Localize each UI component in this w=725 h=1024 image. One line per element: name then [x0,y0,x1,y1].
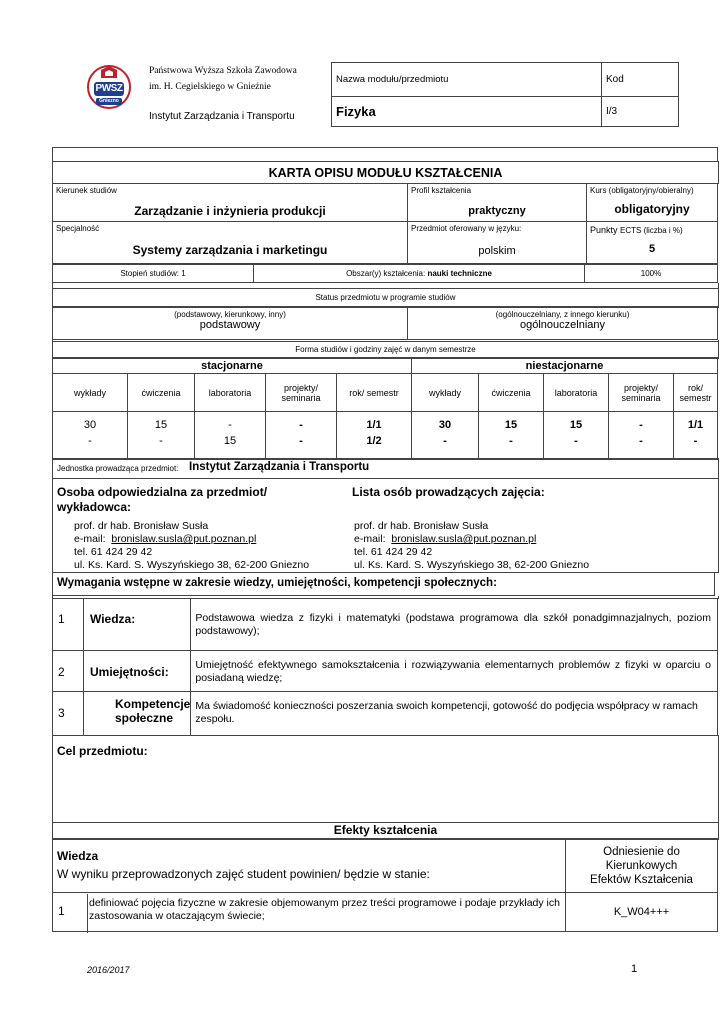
forms-title: Forma studiów i godziny zajęć w danym semestrze [52,341,719,359]
hours-header: laboratoria [195,374,266,412]
school-logo [86,64,132,110]
hours-cell: 15 [504,419,518,431]
requirement-row [53,692,718,736]
code-value: I/3 [602,97,679,127]
hours-cell: - [299,435,303,447]
knowledge-intro: W wyniku przeprowadzonych zajęć student powinien/ będzie w stanie: [57,867,430,881]
reference-header: Odniesienie do Kierunkowych Efektów Kształcenia [566,839,718,893]
responsible-email-link[interactable]: bronislaw.susla@put.poznan.pl [111,533,257,545]
hours-cell: - [639,419,643,431]
lecturer-tel: tel. 61 424 29 42 [354,546,433,558]
hours-header: rok/ semestr [674,374,718,412]
unit-value: Instytut Zarządzania i Transportu [189,461,370,473]
hours-header: projekty/ seminaria [266,374,337,412]
hours-cell: - [159,435,163,447]
language-label: Przedmiot oferowany w języku: [411,224,522,233]
unit-label: Jednostka prowadząca przedmiot: [57,464,179,473]
email-label: e-mail: [74,533,106,545]
hours-header: rok/ semestr [337,374,412,412]
code-label: Kod [602,63,679,97]
profile-label: Profil kształcenia [411,186,472,195]
hours-cell: 30 [438,419,452,431]
hours-cell: - [443,435,447,447]
responsible-address: ul. Ks. Kard. S. Wyszyńskiego 38, 62-200 Gniezno [74,559,310,571]
requirement-name: Umiejętności: [84,651,191,692]
lecturers-title: Lista osób prowadzących zajęcia: [352,485,545,499]
responsible-name: prof. dr hab. Bronisław Susła [74,520,209,532]
requirements-title: Wymagania wstępne w zakresie wiedzy, umiejętności, kompetencji społecznych: [52,572,715,596]
requirement-name: Kompetencje społeczne [84,692,191,736]
footer-year: 2016/2017 [87,965,130,975]
course-label: Kurs (obligatoryjny/obieralny) [590,186,694,195]
degree-row [52,264,718,283]
field-label: Kierunek studiów [56,186,117,195]
requirements-table [52,598,718,736]
status-title: Status przedmiotu w programie studiów [52,288,719,308]
status-left-value: podstawowy [199,319,261,331]
effect-row [53,893,718,932]
school-name-line1: Państwowa Wyższa Szkoła Zawodowa [149,66,297,76]
status-right-label: (ogólnouczelniany, z innego kierunku) [495,310,630,319]
persons-block [52,477,719,573]
stationary-header: stacjonarne [53,358,412,374]
effect-text: definiować pojęcia fizyczne w zakresie objemowanym przez treści programowe i podaje przykłady ich zastosowania w otaczającym świecie; [89,897,560,922]
requirement-row [53,599,718,651]
hours-cell: 15 [569,419,583,431]
school-name-line2: im. H. Cegielskiego w Gnieźnie [149,82,271,92]
language-value: polskim [478,245,516,257]
institute-name: Instytut Zarządzania i Transportu [149,111,295,122]
hours-header: ćwiczenia [479,374,544,412]
hours-cell: 1/1 [687,419,704,431]
module-name: Fizyka [332,97,602,127]
hours-header: wykłady [412,374,479,412]
hours-table [52,357,718,460]
lecturer-name: prof. dr hab. Bronisław Susła [354,520,489,532]
requirement-number: 3 [53,692,84,736]
hours-cell: - [574,435,578,447]
hours-header: laboratoria [544,374,609,412]
field-value: Zarządzanie i inżynieria produkcji [134,204,326,218]
effect-number: 1 [58,904,65,918]
status-left-label: (podstawowy, kierunkowy, inny) [174,310,286,319]
hours-cell: 30 [83,419,97,431]
hours-cell: 1/1 [366,419,382,431]
email-label: e-mail: [354,533,386,545]
ects-label: Punkty [590,225,618,235]
hours-header: wykłady [53,374,128,412]
hours-cell: - [509,435,513,447]
percent-value: 100% [585,265,718,283]
lecturer-address: ul. Ks. Kard. S. Wyszyńskiego 38, 62-200 Gniezno [354,559,590,571]
logo-subtext: Gniezno [99,98,119,104]
requirement-name: Wiedza: [84,599,191,651]
area-value: nauki techniczne [427,269,492,278]
knowledge-title: Wiedza [57,849,99,863]
module-header-table [331,62,679,127]
hours-header: ćwiczenia [128,374,195,412]
area-label: Obszar(y) kształcenia: [346,269,426,278]
hours-cell: - [693,435,698,447]
responsible-tel: tel. 61 424 29 42 [74,546,153,558]
hours-cell: - [228,419,232,431]
requirement-text: Podstawowa wiedza z fizyki i matematyki (podstawa programowa dla szkół ponadgimnazjalnych, poziom podstawowy); [191,599,718,651]
nonstationary-header: niestacjonarne [412,358,718,374]
card-top-row [52,147,718,162]
spec-label: Specjalność [56,224,100,233]
hours-cell: 1/2 [366,435,382,447]
unit-row [52,458,719,479]
hours-header: projekty/ seminaria [609,374,674,412]
effect-reference: K_W04+++ [566,893,718,932]
status-right-value: ogólnouczelniany [519,319,605,331]
module-name-label: Nazwa modułu/przedmiotu [332,63,602,97]
hours-cell: - [88,435,92,447]
requirement-text: Ma świadomość konieczności poszerzania swoich kompetencji, gotowość do podjęcia współpracy w ramach zespołu. [191,692,718,736]
hours-cell: 15 [154,419,168,431]
spec-value: Systemy zarządzania i marketingu [132,243,328,257]
lecturer-email-link[interactable]: bronislaw.susla@put.poznan.pl [391,533,537,545]
requirement-row [53,651,718,692]
requirement-text: Umiejętność efektywnego samokształcenia i rozwiązywania elementarnych problemów z fizyki w oparciu o posiadaną wiedzę; [191,651,718,692]
ects-label-small: ECTS (liczba i %) [620,226,683,235]
card-info-table [52,183,718,264]
goal-block [52,735,719,823]
hours-cell: 15 [223,435,237,447]
effects-title: Efekty kształcenia [52,822,719,840]
requirement-number: 1 [53,599,84,651]
status-table [52,306,718,340]
requirement-number: 2 [53,651,84,692]
degree-text: Stopień studiów: 1 [53,265,254,283]
card-title: KARTA OPISU MODUŁU KSZTAŁCENIA [52,161,719,184]
effect-divider [87,894,88,933]
goal-title: Cel przedmiotu: [57,744,148,758]
ects-value: 5 [648,243,656,255]
course-value: obligatoryjny [614,202,690,216]
effects-table [52,838,718,932]
profile-value: praktyczny [468,205,526,217]
hours-cell: - [299,419,303,431]
hours-cell: - [639,435,643,447]
responsible-title: Osoba odpowiedzialna za przedmiot/ wykładowca: [57,485,268,514]
page-number: 1 [631,963,638,975]
logo-text: PWSZ [95,83,123,94]
